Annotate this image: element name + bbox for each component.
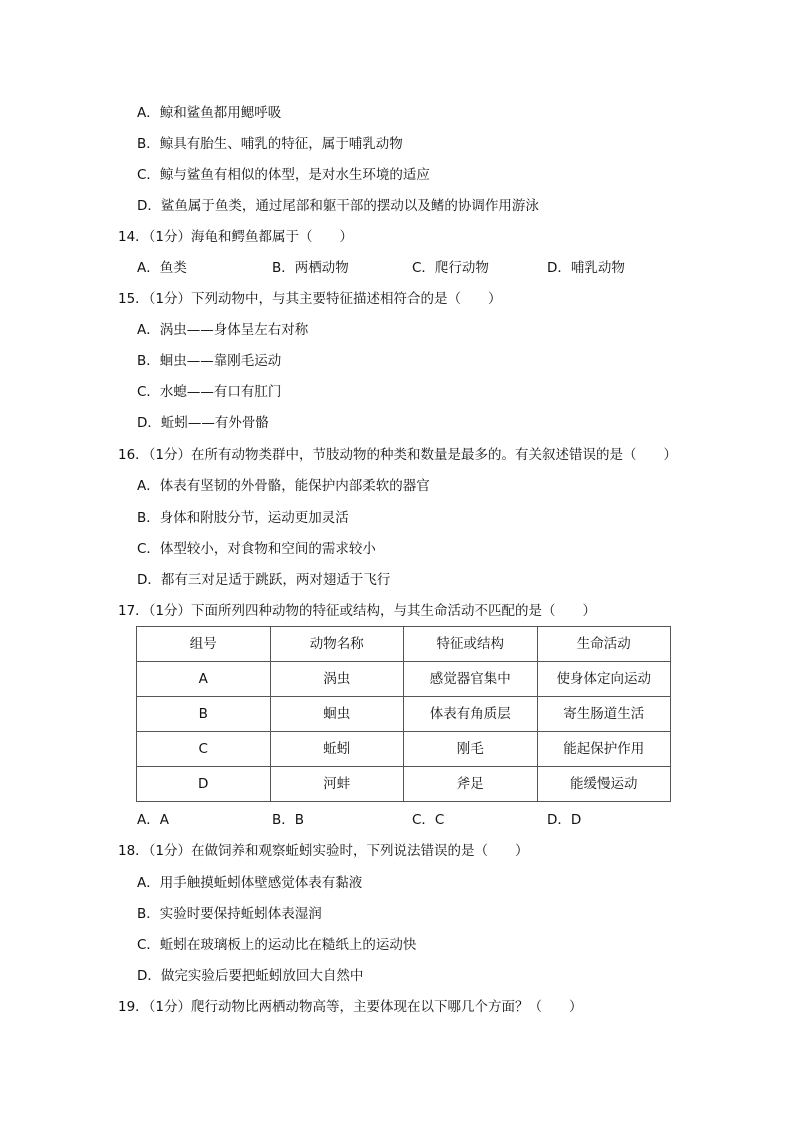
table-cell: 蚯蚓 — [270, 732, 404, 767]
table-cell: 斧足 — [404, 767, 538, 802]
q18-option-b: B．实验时要保持蚯蚓体表湿润 — [137, 906, 322, 922]
q13-option-a: A．鲸和鲨鱼都用鳃呼吸 — [137, 105, 282, 121]
q15-option-d: D．蚯蚓——有外骨骼 — [137, 415, 269, 431]
table-header-cell: 特征或结构 — [404, 627, 538, 662]
q16-stem: 16．（1分）在所有动物类群中，节肢动物的种类和数量是最多的。有关叙述错误的是（ ） — [118, 447, 678, 463]
table-row — [137, 697, 671, 732]
table-cell: 能缓慢运动 — [537, 767, 671, 802]
table-cell: 使身体定向运动 — [537, 662, 671, 697]
q16-option-d: D．都有三对足适于跳跃，两对翅适于飞行 — [137, 572, 391, 588]
table-cell: D — [137, 767, 271, 802]
q16-option-a: A．体表有坚韧的外骨骼，能保护内部柔软的器官 — [137, 478, 430, 494]
table-row — [137, 767, 671, 802]
q17-option-b: B．B — [272, 812, 305, 828]
q17-option-d: D．D — [547, 812, 582, 828]
q13-option-d: D．鲨鱼属于鱼类，通过尾部和躯干部的摆动以及鳍的协调作用游泳 — [137, 198, 539, 214]
table-cell: C — [137, 732, 271, 767]
table-header-cell: 生命活动 — [537, 627, 671, 662]
q15-option-b: B．蛔虫——靠刚毛运动 — [137, 353, 282, 369]
q18-option-a: A．用手触摸蚯蚓体壁感觉体表有黏液 — [137, 875, 363, 891]
q16-option-c: C．体型较小，对食物和空间的需求较小 — [137, 541, 376, 557]
q18-option-c: C．蚯蚓在玻璃板上的运动比在糙纸上的运动快 — [137, 937, 417, 953]
table-cell: 感觉器官集中 — [404, 662, 538, 697]
q14-option-d: D．哺乳动物 — [547, 260, 625, 276]
q13-option-c: C．鲸与鲨鱼有相似的体型，是对水生环境的适应 — [137, 167, 430, 183]
table-cell: A — [137, 662, 271, 697]
q18-option-d: D．做完实验后要把蚯蚓放回大自然中 — [137, 968, 364, 984]
q14-stem: 14．（1分）海龟和鳄鱼都属于（ ） — [118, 229, 354, 245]
q13-option-b: B．鲸具有胎生、哺乳的特征，属于哺乳动物 — [137, 136, 403, 152]
q14-option-b: B．两栖动物 — [272, 260, 349, 276]
q18-stem: 18．（1分）在做饲养和观察蚯蚓实验时，下列说法错误的是（ ） — [118, 843, 529, 859]
q19-stem: 19．（1分）爬行动物比两栖动物高等，主要体现在以下哪几个方面？（ ） — [118, 999, 583, 1015]
q17-option-a: A．A — [137, 812, 169, 828]
q17-stem: 17．（1分）下面所列四种动物的特征或结构，与其生命活动不匹配的是（ ） — [118, 603, 597, 619]
table-header-cell: 组号 — [137, 627, 271, 662]
table-row — [137, 732, 671, 767]
table-header-row — [137, 627, 671, 662]
q14-option-c: C．爬行动物 — [412, 260, 489, 276]
table-header-cell: 动物名称 — [270, 627, 404, 662]
table-cell: 寄生肠道生活 — [537, 697, 671, 732]
table-cell: 刚毛 — [404, 732, 538, 767]
table-cell: 河蚌 — [270, 767, 404, 802]
q16-option-b: B．身体和附肢分节，运动更加灵活 — [137, 510, 349, 526]
q17-table — [136, 626, 671, 802]
table-cell: 能起保护作用 — [537, 732, 671, 767]
table-cell: 涡虫 — [270, 662, 404, 697]
q17-options — [137, 811, 697, 829]
table-cell: 蛔虫 — [270, 697, 404, 732]
q14-options — [137, 259, 697, 277]
q15-option-a: A．涡虫——身体呈左右对称 — [137, 322, 309, 338]
q15-option-c: C．水螅——有口有肛门 — [137, 384, 282, 400]
table-row — [137, 662, 671, 697]
q14-option-a: A．鱼类 — [137, 260, 187, 276]
q15-stem: 15．（1分）下列动物中，与其主要特征描述相符合的是（ ） — [118, 291, 502, 307]
table-cell: B — [137, 697, 271, 732]
q17-option-c: C．C — [412, 812, 445, 828]
table-cell: 体表有角质层 — [404, 697, 538, 732]
